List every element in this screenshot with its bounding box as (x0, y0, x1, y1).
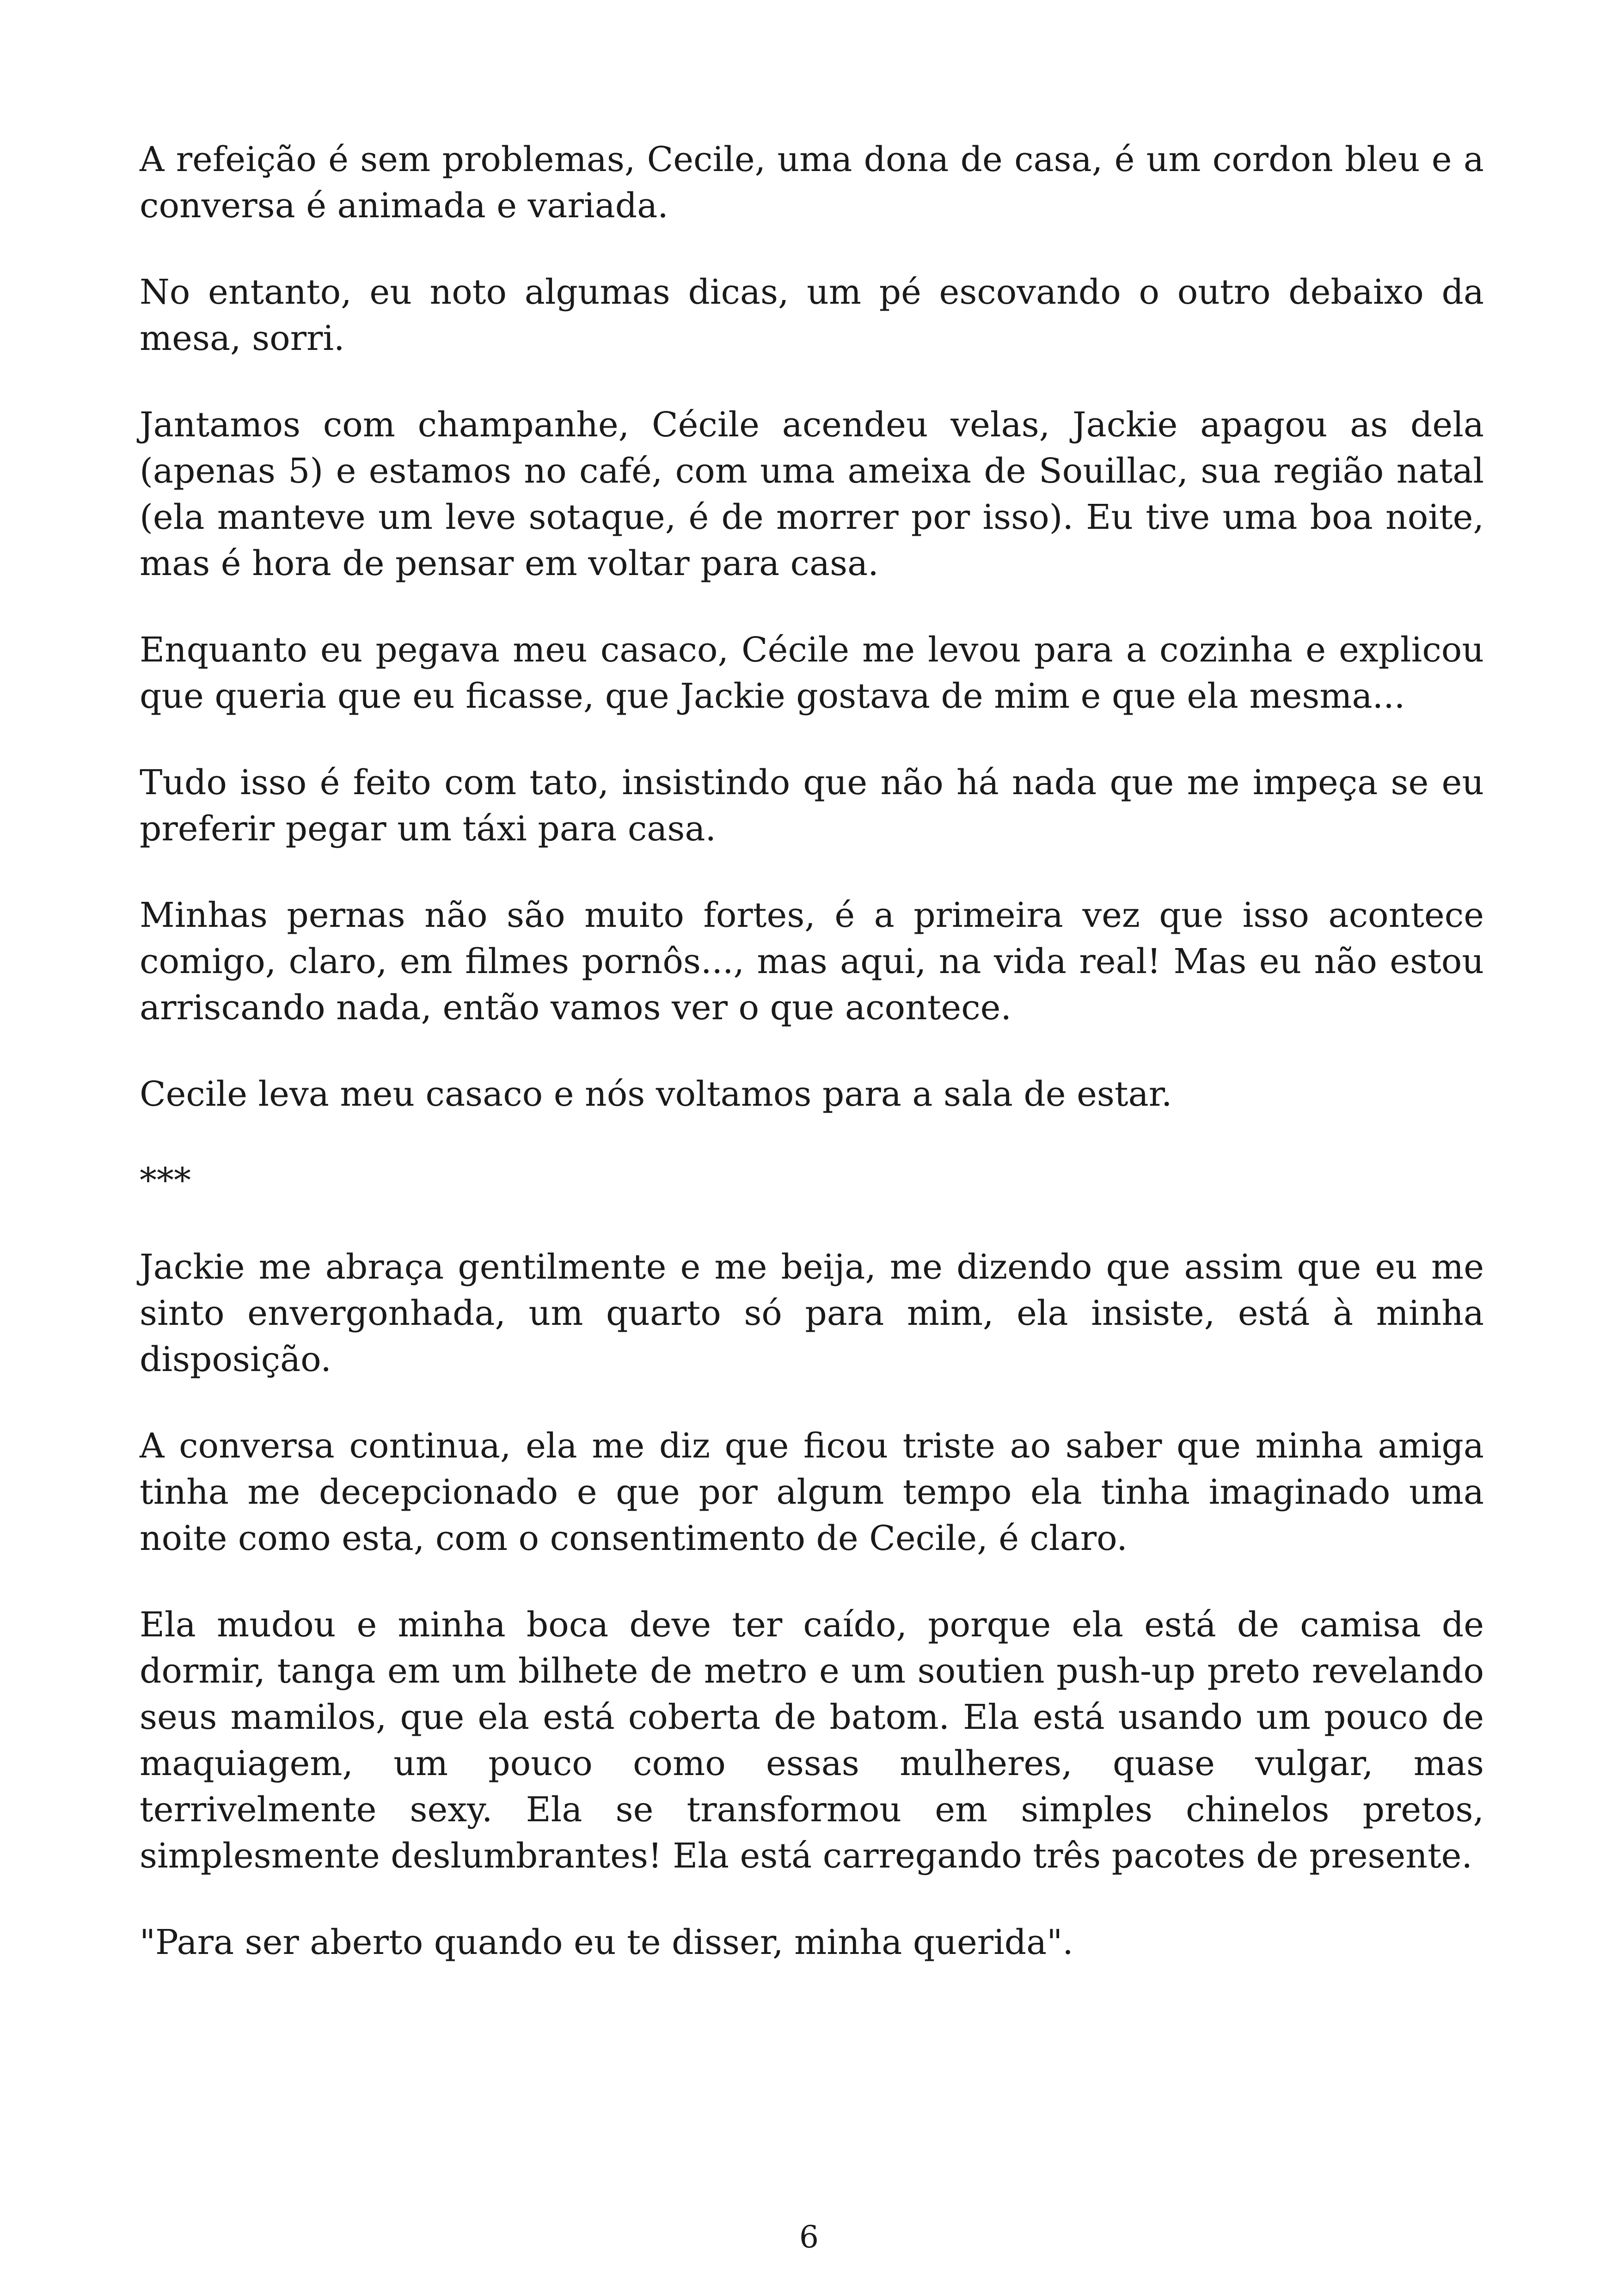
paragraph-hug: Jackie me abraça gentilmente e me beija, me dizendo que assim que eu me sinto envergonhada, um quarto só para mim, ela insiste, está à minha disposição. (140, 1247, 1484, 1379)
paragraph-conversation: A conversa continua, ela me diz que ficou triste ao saber que minha amiga tinha me decepcionado e que por algum tempo ela tinha imaginado uma noite como esta, com o consentimento de Cecile, é claro. (140, 1426, 1484, 1558)
page-number: 6 (799, 2219, 819, 2255)
paragraph-quote: "Para ser aberto quando eu te disser, minha querida". (140, 1923, 1073, 1962)
paragraph-meal: A refeição é sem problemas, Cecile, uma dona de casa, é um cordon bleu e a conversa é animada e variada. (140, 140, 1484, 226)
paragraph-legs: Minhas pernas não são muito fortes, é a primeira vez que isso acontece comigo, claro, em filmes pornôs..., mas aqui, na vida real! Mas eu não estou arriscando nada, então vamos ver o que acontece. (140, 895, 1484, 1028)
paragraph-changed: Ela mudou e minha boca deve ter caído, porque ela está de camisa de dormir, tanga em um bilhete de metro e um soutien push-up preto revelando seus mamilos, que ela está coberta de batom. Ela está usando um pouco de maquiagem, um pouco como essas mulheres, quase vulgar, mas terrivelmente sexy. Ela se transformou em simples chinelos pretos, simplesmente deslumbrantes! Ela está carregando três pacotes de presente. (140, 1605, 1484, 1876)
paragraph-hints: No entanto, eu noto algumas dicas, um pé escovando o outro debaixo da mesa, sorri. (140, 272, 1484, 358)
section-separator: *** (140, 1161, 191, 1200)
paragraph-living-room: Cecile leva meu casaco e nós voltamos para a sala de estar. (140, 1074, 1172, 1114)
paragraph-tact: Tudo isso é feito com tato, insistindo que não há nada que me impeça se eu preferir pegar um táxi para casa. (140, 763, 1484, 849)
paragraph-coat: Enquanto eu pegava meu casaco, Cécile me levou para a cozinha e explicou que queria que eu ficasse, que Jackie gostava de mim e que ela mesma... (140, 630, 1484, 716)
text-body (140, 136, 1484, 2006)
paragraph-dinner: Jantamos com champanhe, Cécile acendeu velas, Jackie apagou as dela (apenas 5) e estamos no café, com uma ameixa de Souillac, sua região natal (ela manteve um leve sotaque, é de morrer por isso). Eu tive uma boa noite, mas é hora de pensar em voltar para casa. (140, 405, 1484, 583)
